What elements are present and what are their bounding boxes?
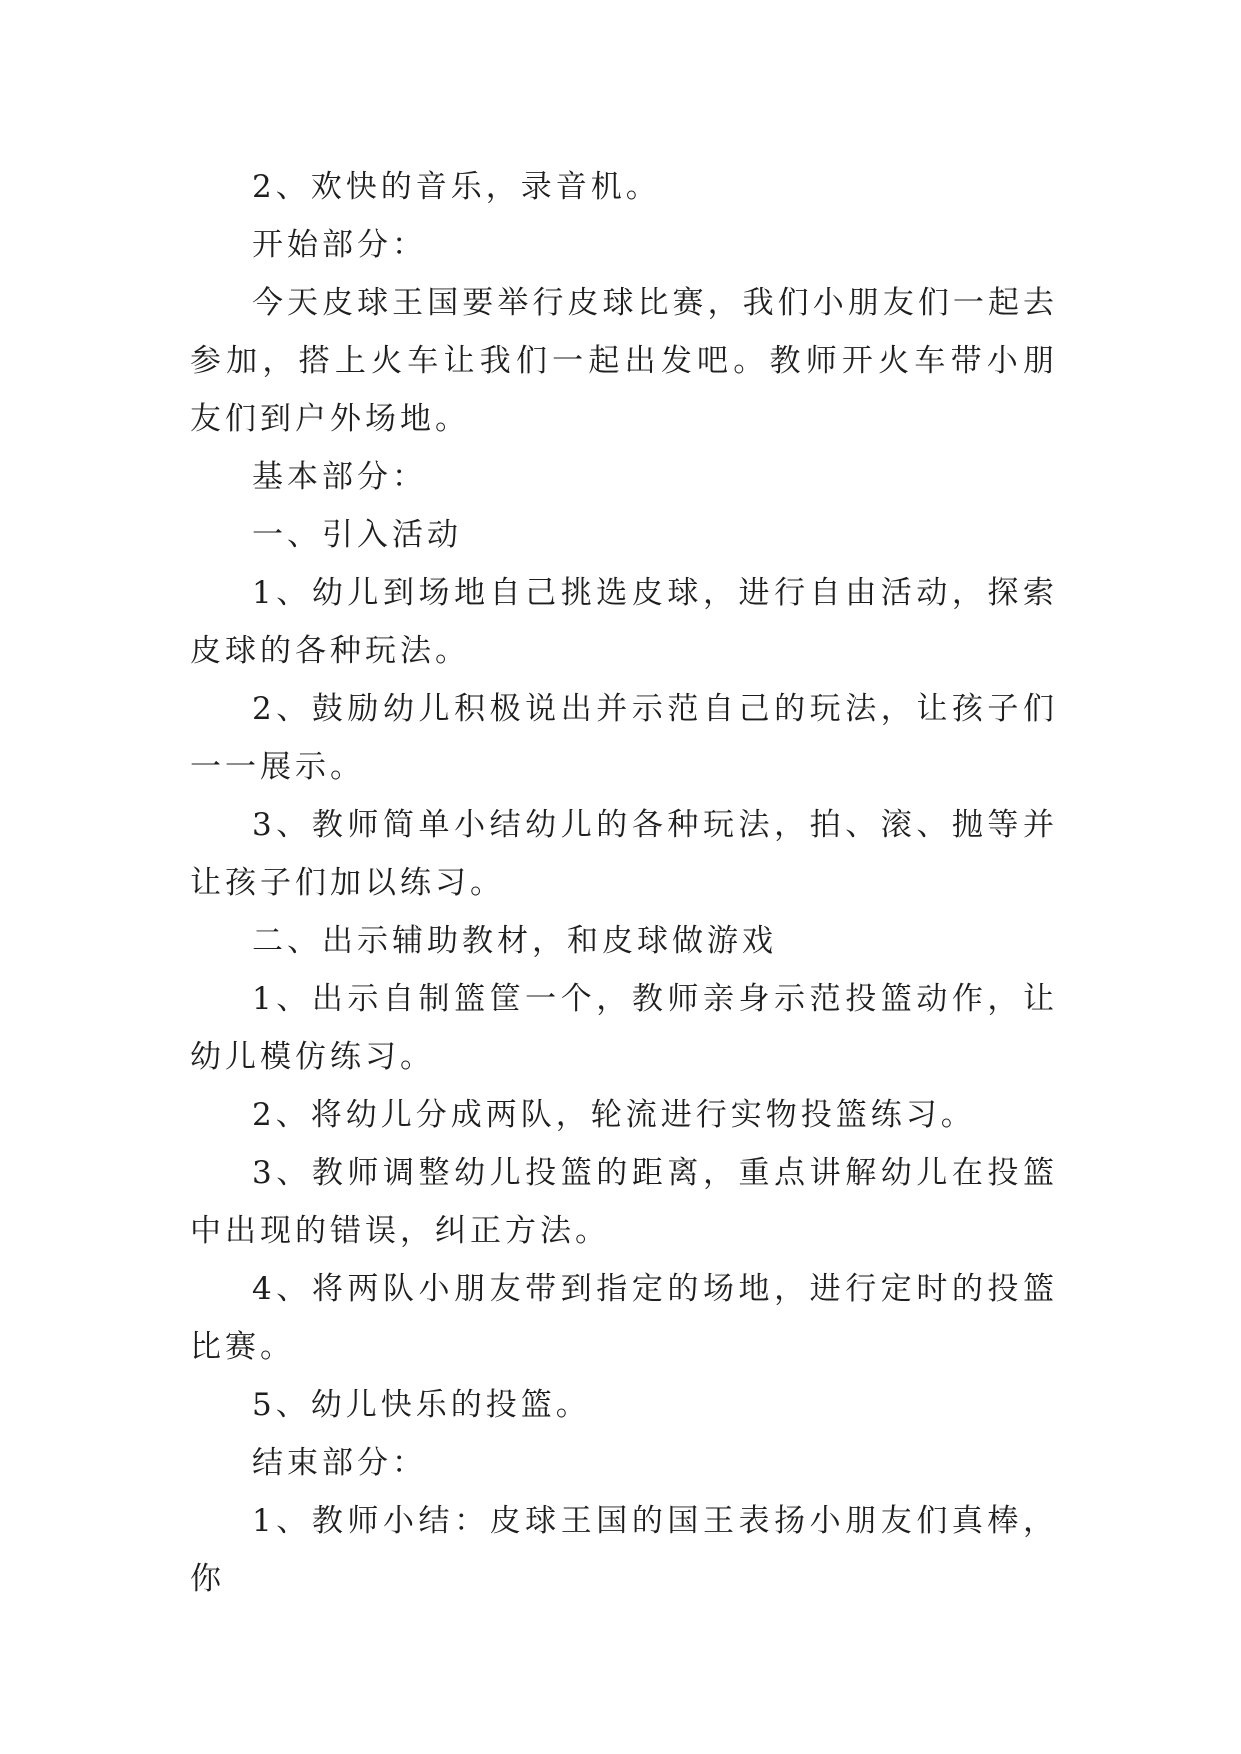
section-heading-closing: 结束部分： — [252, 1445, 427, 1481]
section-heading-main: 基本部分： — [252, 459, 427, 495]
game-step-4: 4、将两队小朋友带到指定的场地，进行定时的投篮比赛。 — [190, 1271, 1058, 1365]
game-step-1: 1、出示自制篮筐一个，教师亲身示范投篮动作，让幼儿模仿练习。 — [190, 981, 1058, 1075]
game-step-3: 3、教师调整幼儿投篮的距离，重点讲解幼儿在投篮中出现的错误，纠正方法。 — [190, 1155, 1058, 1249]
intro-step-2: 2、鼓励幼儿积极说出并示范自己的玩法，让孩子们一一展示。 — [190, 691, 1058, 785]
materials-item-2: 2、欢快的音乐，录音机。 — [252, 169, 661, 205]
subsection-heading-intro-activity: 一、引入活动 — [252, 517, 462, 553]
closing-step-1: 1、教师小结：皮球王国的国王表扬小朋友们真棒，你 — [190, 1503, 1058, 1597]
intro-step-1: 1、幼儿到场地自己挑选皮球，进行自由活动，探索皮球的各种玩法。 — [190, 575, 1058, 669]
intro-step-3: 3、教师简单小结幼儿的各种玩法，拍、滚、抛等并让孩子们加以练习。 — [190, 807, 1058, 901]
section-heading-opening: 开始部分： — [252, 227, 427, 263]
opening-paragraph: 今天皮球王国要举行皮球比赛，我们小朋友们一起去参加，搭上火车让我们一起出发吧。教师开火车带小朋友们到户外场地。 — [190, 285, 1058, 437]
game-step-5: 5、幼儿快乐的投篮。 — [252, 1387, 591, 1423]
subsection-heading-game: 二、出示辅助教材，和皮球做游戏 — [252, 923, 777, 959]
document-body — [190, 158, 1058, 1608]
game-step-2: 2、将幼儿分成两队，轮流进行实物投篮练习。 — [252, 1097, 976, 1133]
